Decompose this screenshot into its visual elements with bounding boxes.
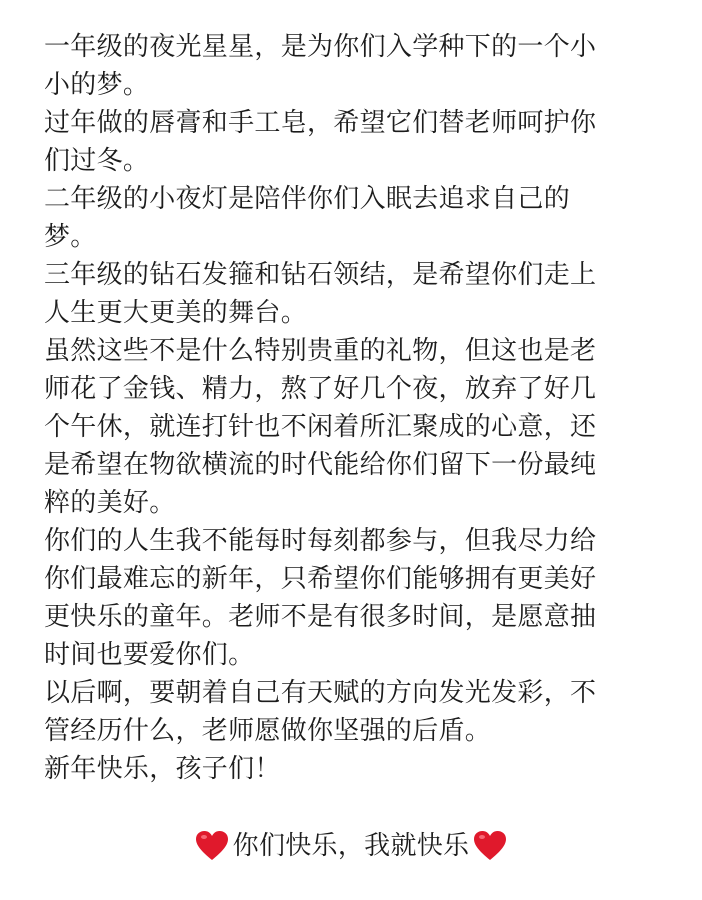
letter-line-19: 管经历什么，老师愿做你坚强的后盾。 (44, 716, 492, 746)
red-heart-icon (473, 830, 507, 862)
letter-line-10: 师花了金钱、精力，熬了好几个夜，放弃了好几 (44, 374, 597, 404)
closing-line (0, 826, 702, 866)
letter-line-14: 你们的人生我不能每时每刻都参与，但我尽力给 (44, 526, 597, 556)
letter-line-2: 小的梦。 (44, 70, 150, 100)
letter-line-20: 新年快乐，孩子们！ (44, 754, 281, 784)
letter-line-18: 以后啊，要朝着自己有天赋的方向发光发彩，不 (44, 678, 597, 708)
letter-line-13: 粹的美好。 (44, 488, 176, 518)
letter-body (44, 28, 684, 788)
letter-line-17: 时间也要爱你们。 (44, 640, 255, 670)
letter-line-5: 二年级的小夜灯是陪伴你们入眠去追求自己的 (44, 184, 571, 214)
letter-line-7: 三年级的钻石发箍和钻石领结，是希望你们走上 (44, 260, 597, 290)
letter-line-3: 过年做的唇膏和手工皂，希望它们替老师呵护你 (44, 108, 597, 138)
letter-line-6: 梦。 (44, 222, 97, 252)
letter-line-15: 你们最难忘的新年，只希望你们能够拥有更美好 (44, 564, 597, 594)
closing-text: 你们快乐，我就快乐 (232, 831, 470, 861)
red-heart-icon (195, 830, 229, 862)
letter-line-9: 虽然这些不是什么特别贵重的礼物，但这也是老 (44, 336, 597, 366)
letter-line-12: 是希望在物欲横流的时代能给你们留下一份最纯 (44, 450, 597, 480)
letter-line-8: 人生更大更美的舞台。 (44, 298, 308, 328)
letter-line-11: 个午休，就连打针也不闲着所汇聚成的心意，还 (44, 412, 597, 442)
letter-line-1: 一年级的夜光星星，是为你们入学种下的一个小 (44, 32, 597, 62)
letter-line-16: 更快乐的童年。老师不是有很多时间，是愿意抽 (44, 602, 597, 632)
letter-line-4: 们过冬。 (44, 146, 150, 176)
